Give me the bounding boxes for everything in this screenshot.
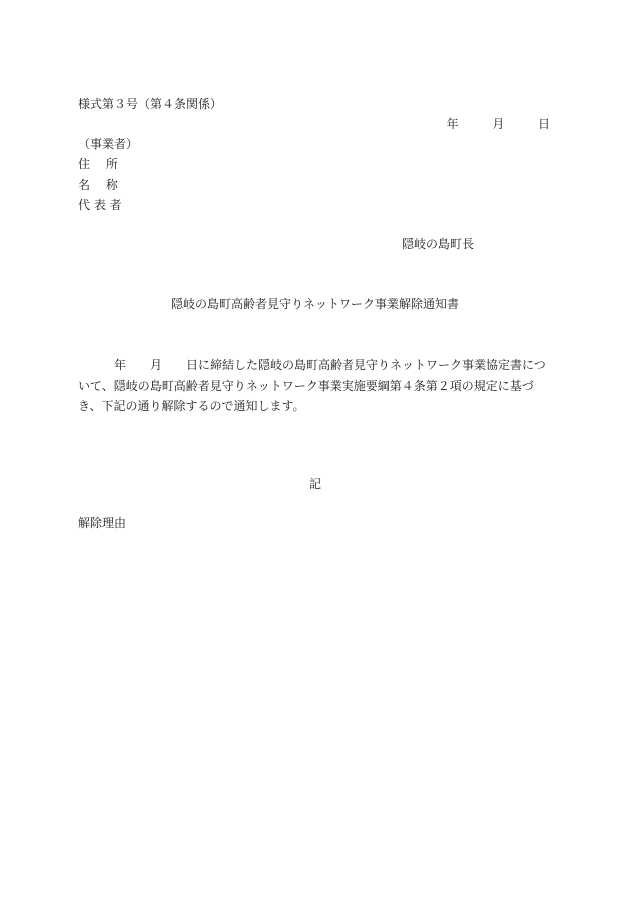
- date-month-label: 月: [492, 117, 505, 131]
- body-text: 年 月 日に締結した隠岐の島町高齢者見守りネットワーク事業協定書について、隠岐の島町高齢者見守りネットワーク事業実施要綱第４条第２項の規定に基づき、下記の通り解除するので通知します。: [78, 358, 546, 413]
- document-title: 隠岐の島町高齢者見守りネットワーク事業解除通知書: [170, 297, 459, 311]
- addressee: 隠岐の島町長: [401, 237, 474, 251]
- name-label: 名 称: [78, 178, 118, 192]
- reason-label: 解除理由: [78, 516, 127, 530]
- address-label: 住 所: [78, 157, 118, 171]
- date-day-label: 日: [537, 117, 550, 131]
- date-line: [447, 117, 550, 131]
- sender-heading: （事業者）: [78, 137, 139, 151]
- form-number: 様式第３号（第４条関係）: [78, 97, 223, 111]
- ki-heading: 記: [308, 477, 321, 491]
- representative-label: 代 表 者: [78, 198, 122, 212]
- date-year-label: 年: [446, 117, 459, 131]
